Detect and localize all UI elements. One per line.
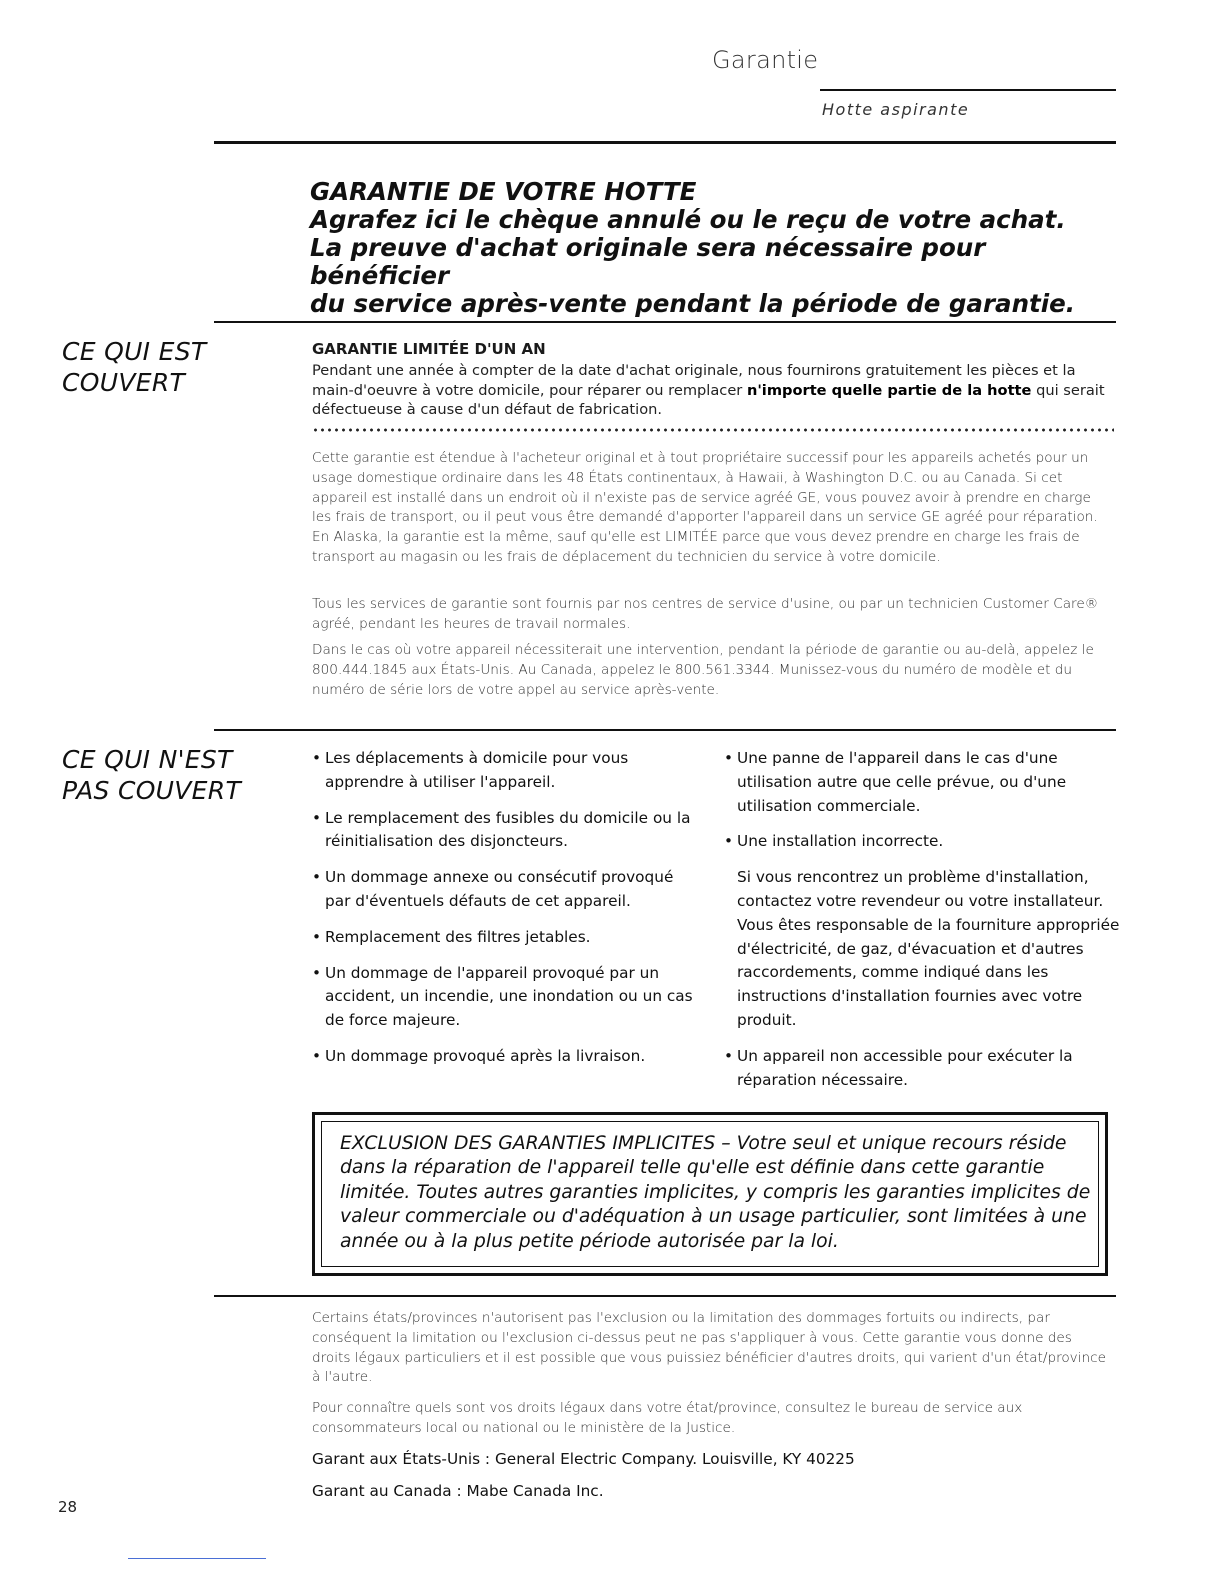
limited-warranty-intro xyxy=(312,361,1112,420)
list-item: • Un appareil non accessible pour exécuter la réparation nécessaire. xyxy=(724,1045,1120,1093)
intro-text: Pendant une année à compter de la date d'achat originale, nous fournirons gratuitement les pièces et la main-d'oeuvre à votre domicile, pour réparer ou remplacer xyxy=(312,362,1076,399)
not-covered-heading-line-2: PAS COUVERT xyxy=(62,776,242,805)
warrantor-us: Garant aux États-Unis : General Electric Company. Louisville, KY 40225 xyxy=(312,1450,855,1468)
intro-bold-text: n'importe quelle partie de la hotte xyxy=(746,381,1032,399)
coverage-paragraph-3: Dans le cas où votre appareil nécessiterait une intervention, pendant la période de garantie ou au-delà, appelez le 800.444.1845 aux États-Unis. Au Canada, appelez le 800.561.3344. Munissez-vous du numéro de modèle et du numéro de série lors de votre appel au service après-vente. xyxy=(312,642,1094,698)
covered-heading xyxy=(62,336,206,398)
footer-blue-line xyxy=(128,1558,266,1559)
not-covered-list-right xyxy=(724,747,1120,1104)
page-number: 28 xyxy=(58,1498,78,1516)
intro-end-text: qui serait défectueuse à cause d'un défaut de fabrication. xyxy=(312,381,1105,418)
not-covered-heading-line-1: CE QUI N'EST xyxy=(62,745,233,774)
list-item: • Le remplacement des fusibles du domicile ou la réinitialisation des disjoncteurs. xyxy=(312,807,702,855)
installation-note: Si vous rencontrez un problème d'installation, contactez votre revendeur ou votre installateur. Vous êtes responsable de la fourniture appropriée d'électricité, de gaz, d'évacuation et d'autres raccordements, comme indiqué dans les instructions d'installation fournies avec votre produit. xyxy=(737,868,1120,1029)
list-item: • Un dommage de l'appareil provoqué par un accident, un incendie, une inondation ou un cas de force majeure. xyxy=(312,962,702,1033)
top-divider xyxy=(214,141,1116,144)
footer-paragraph-1: Certains états/provinces n'autorisent pas l'exclusion ou la limitation des dommages fortuits ou indirects, par conséquent la limitation ou l'exclusion ci-dessus peut ne pas s'appliquer à vous. Cette garantie vous donne des droits légaux particuliers et il est possible que vous puissiez bénéficier d'autres droits, qui varient d'un état/province à l'autre. xyxy=(312,1310,1106,1386)
list-item: • Une panne de l'appareil dans le cas d'une utilisation autre que celle prévue, ou d'une utilisation commerciale. xyxy=(724,747,1120,818)
not-covered-list-left xyxy=(312,747,702,1081)
banner-line-1: GARANTIE DE VOTRE HOTTE xyxy=(310,177,697,206)
banner-line-4: du service après-vente pendant la période de garantie. xyxy=(310,289,1076,318)
covered-heading-line-2: COUVERT xyxy=(62,368,186,397)
list-item: • Un dommage annexe ou consécutif provoqué par d'éventuels défauts de cet appareil. xyxy=(312,866,702,914)
footer-paragraph-2: Pour connaître quels sont vos droits légaux dans votre état/province, consultez le bureau de service aux consommateurs local ou national ou le ministère de la Justice. xyxy=(312,1400,1023,1436)
warrantor-canada: Garant au Canada : Mabe Canada Inc. xyxy=(312,1482,604,1500)
dotted-separator xyxy=(312,428,1114,432)
list-item: • Remplacement des filtres jetables. xyxy=(312,926,702,950)
exclusion-text: EXCLUSION DES GARANTIES IMPLICITES – Votre seul et unique recours réside dans la réparation de l'appareil telle qu'elle est définie dans cette garantie limitée. Toutes autres garanties implicites, y compris les garanties implicites de valeur commerciale ou d'adéquation à un usage particulier, sont limitées à une année ou à la plus petite période autorisée par la loi. xyxy=(340,1133,1091,1252)
banner-line-2: Agrafez ici le chèque annulé ou le reçu de votre achat. xyxy=(310,205,1066,234)
footer-divider xyxy=(214,1295,1116,1297)
coverage-paragraph-1: Cette garantie est étendue à l'acheteur original et à tout propriétaire successif pour les appareils achetés pour un usage domestique ordinaire dans les 48 États continentaux, à Hawaii, à Washington D.C. ou au Canada. Si cet appareil est installé dans un endroit où il n'existe pas de service agréé GE, vous pouvez avoir à prendre en charge les frais de transport, ou il peut vous être demandé d'apporter l'appareil dans un service GE agréé pour réparation. En Alaska, la garantie est la même, sauf qu'elle est LIMITÉE parce que vous devez prendre en charge les frais de transport au magasin ou les frais de déplacement du technicien du service à votre domicile. xyxy=(312,450,1098,565)
not-covered-heading xyxy=(62,744,241,806)
covered-divider xyxy=(214,321,1116,323)
list-item: • Un dommage provoqué après la livraison. xyxy=(312,1045,702,1069)
header-rule xyxy=(820,89,1116,91)
list-item: • Une installation incorrecte. xyxy=(724,830,1120,854)
limited-warranty-title: GARANTIE LIMITÉE D'UN AN xyxy=(312,340,546,358)
list-item: • Les déplacements à domicile pour vous apprendre à utiliser l'appareil. xyxy=(312,747,702,795)
warranty-banner xyxy=(310,178,1110,318)
covered-heading-line-1: CE QUI EST xyxy=(62,337,207,366)
banner-line-3: La preuve d'achat originale sera nécessaire pour bénéficier xyxy=(310,233,986,290)
page-title: Garantie xyxy=(712,46,819,74)
page-subtitle: Hotte aspirante xyxy=(822,100,970,119)
not-covered-divider xyxy=(214,729,1116,731)
coverage-paragraph-2: Tous les services de garantie sont fournis par nos centres de service d'usine, ou par un technicien Customer Care® agréé, pendant les heures de travail normales. xyxy=(312,596,1099,632)
